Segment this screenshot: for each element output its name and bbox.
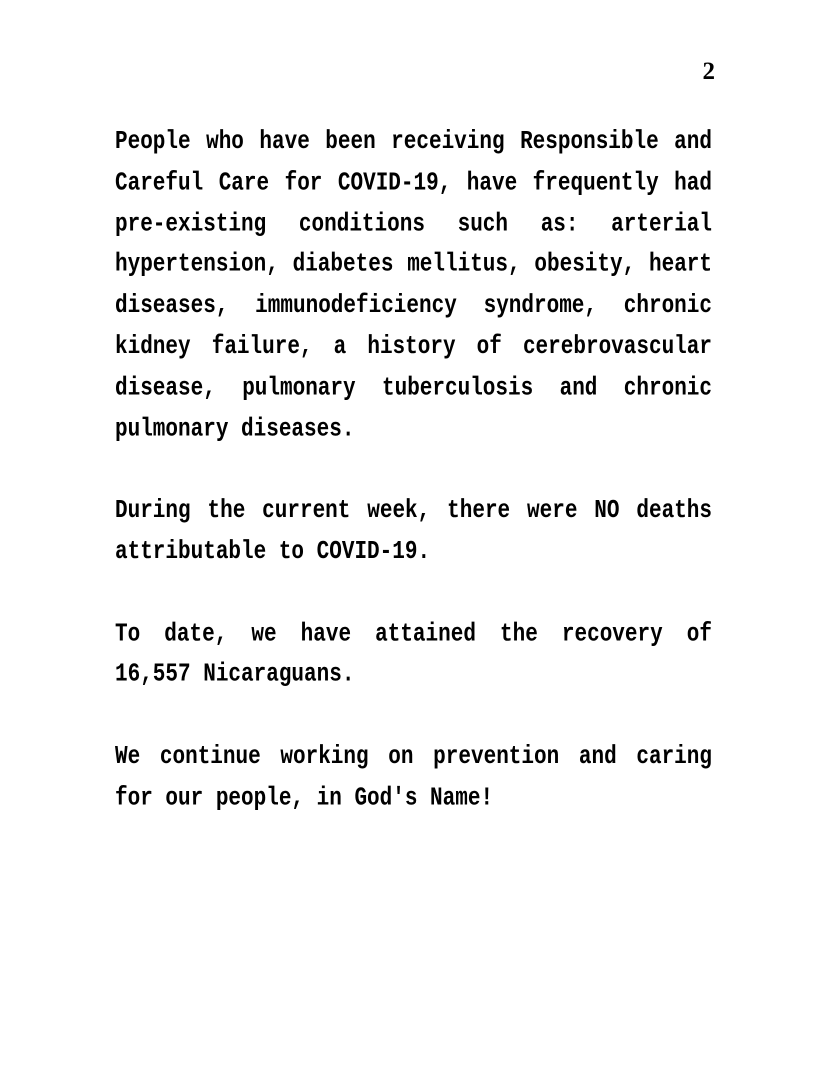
document-body bbox=[115, 123, 712, 820]
text-line: Careful Care for COVID-19, have frequently had bbox=[115, 168, 712, 198]
page-number: 2 bbox=[702, 58, 715, 85]
paragraph bbox=[115, 492, 712, 574]
text-line: We continue working on prevention and caring bbox=[115, 742, 712, 772]
text-line: During the current week, there were NO deaths bbox=[115, 496, 712, 526]
text-line: pulmonary diseases. bbox=[115, 414, 355, 444]
text-line: attributable to COVID-19. bbox=[115, 537, 431, 567]
paragraph bbox=[115, 123, 712, 451]
text-line: pre-existing conditions such as: arterial bbox=[115, 209, 712, 239]
paragraph bbox=[115, 615, 712, 697]
paragraph bbox=[115, 738, 712, 820]
text-line: diseases, immunodeficiency syndrome, chronic bbox=[115, 291, 712, 321]
text-line: 16,557 Nicaraguans. bbox=[115, 660, 355, 690]
text-line: kidney failure, a history of cerebrovascular bbox=[115, 332, 712, 362]
text-line: People who have been receiving Responsible and bbox=[115, 128, 712, 157]
text-line: for our people, in God's Name! bbox=[115, 783, 494, 813]
text-line: hypertension, diabetes mellitus, obesity, heart bbox=[115, 250, 712, 280]
text-line: disease, pulmonary tuberculosis and chronic bbox=[115, 373, 712, 403]
text-line: To date, we have attained the recovery of bbox=[115, 619, 712, 649]
